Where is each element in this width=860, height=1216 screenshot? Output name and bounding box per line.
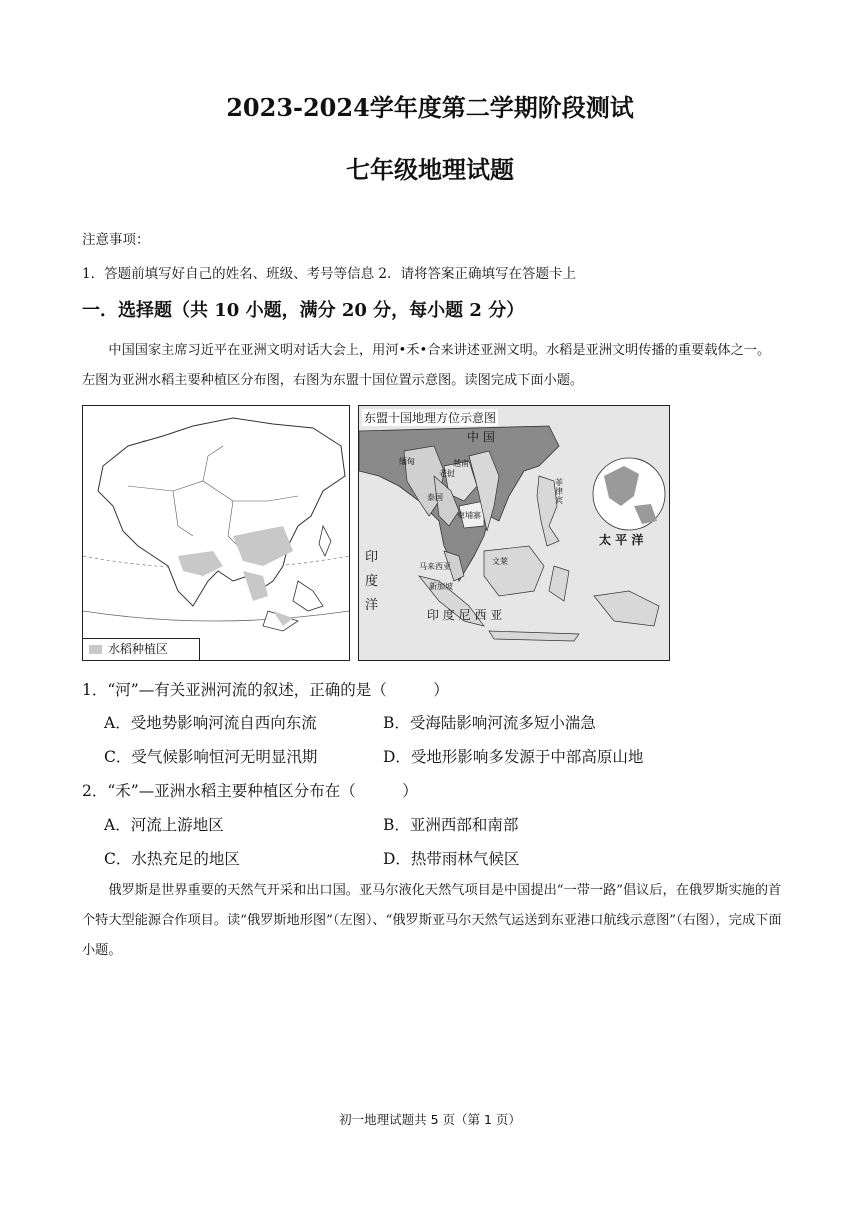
label-china: 中 国 [467, 430, 495, 444]
label-thailand: 泰国 [427, 493, 443, 502]
rice-swatch [89, 645, 102, 654]
question-1-option-d: D．受地形影响多发源于中部高原山地 [383, 748, 644, 766]
question-2-option-a: A．河流上游地区 [104, 816, 224, 834]
exam-title: 2023-2024学年度第二学期阶段测试 [226, 93, 634, 122]
question-2-option-b: B．亚洲西部和南部 [383, 816, 519, 834]
notice-line: 1．答题前填写好自己的姓名、班级、考号等信息 2．请将答案正确填写在答题卡上 [82, 266, 576, 282]
asean-map-title: 东盟十国地理方位示意图 [364, 411, 497, 425]
label-indonesia: 印 度 尼 西 亚 [427, 608, 503, 622]
legend-label: 水稻种植区 [108, 642, 169, 656]
question-1-option-c: C．受气候影响恒河无明显汛期 [104, 748, 318, 766]
question-2-option-c: C．水热充足的地区 [104, 850, 240, 868]
label-singapore: 新加坡 [429, 582, 453, 591]
question-1-option-b: B．受海陆影响河流多短小湍急 [383, 714, 596, 732]
label-indian-ocean: 印 度 洋 [365, 550, 379, 613]
label-cambodia: 柬埔寨 [457, 511, 481, 520]
label-vietnam: 越南 [453, 459, 469, 468]
asia-map-drawing [83, 406, 349, 660]
label-brunei: 文莱 [492, 557, 508, 566]
notice-heading: 注意事项： [82, 232, 150, 248]
question-1-option-a: A．受地势影响河流自西向东流 [104, 714, 317, 732]
exam-subtitle: 七年级地理试题 [346, 155, 514, 184]
question-2-option-d: D．热带雨林气候区 [383, 850, 520, 868]
passage-2: 俄罗斯是世界重要的天然气开采和出口国。亚马尔液化天然气项目是中国提出“一带一路”倡议后，在俄罗斯实施的首个特大型能源合作项目。读“俄罗斯地形图”（左图）、“俄罗斯亚马尔天然气运送到东亚港口航线示意图”（右图），完成下面小题。 [82, 883, 782, 958]
label-philippines: 菲律宾 [555, 478, 563, 505]
map-legend [83, 638, 200, 660]
label-malaysia: 马来西亚 [419, 562, 451, 571]
question-1-stem: 1．“河”—有关亚洲河流的叙述，正确的是（ ） [82, 681, 449, 699]
question-2-stem: 2．“禾”—亚洲水稻主要种植区分布在（ ） [82, 782, 418, 800]
label-myanmar: 缅甸 [399, 457, 415, 466]
section-title: 一．选择题（共 10 小题，满分 20 分，每小题 2 分） [82, 300, 525, 321]
passage-1: 中国国家主席习近平在亚洲文明对话大会上，用河•禾•合来讲述亚洲文明。水稻是亚洲文明传播的重要载体之一。左图为亚洲水稻主要种植区分布图，右图为东盟十国位置示意图。读图完成下面小题。 [82, 343, 771, 388]
asia-rice-map [82, 405, 350, 661]
label-laos: 老挝 [439, 469, 455, 478]
label-pacific: 太 平 洋 [599, 533, 644, 547]
asean-map [358, 405, 670, 661]
page-footer: 初一地理试题共 5 页（第 1 页） [339, 1112, 521, 1127]
